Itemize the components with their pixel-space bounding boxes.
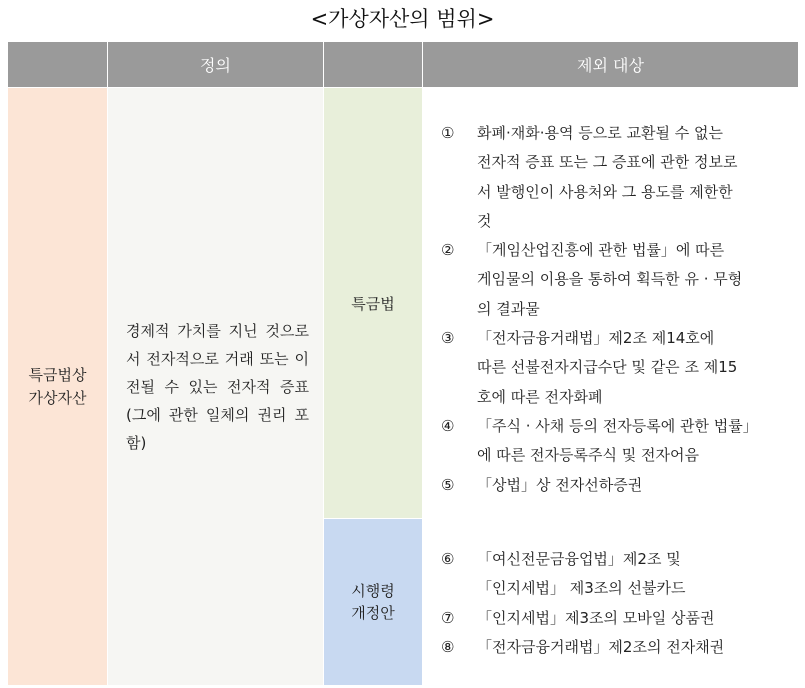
category-line-1: 특금법상 bbox=[28, 365, 87, 384]
exclusion-line: 「게임산업진흥에 관한 법률」에 따른 bbox=[477, 241, 725, 260]
exclusion-number: ④ bbox=[441, 416, 455, 435]
exclusion-item bbox=[441, 545, 798, 604]
exclusion-line: 「전자금융거래법」제2조의 전자채권 bbox=[477, 637, 725, 656]
exclusion-line: 「인지세법」 제3조의 선불카드 bbox=[477, 579, 686, 598]
exclusion-number: ⑦ bbox=[441, 608, 455, 627]
scope-table bbox=[8, 42, 798, 685]
exclusion-line: 「인지세법」제3조의 모바일 상품권 bbox=[477, 608, 715, 627]
category-cell bbox=[8, 88, 107, 685]
exclusion-item bbox=[441, 236, 798, 324]
exclusion-line: 서 발행인이 사용처와 그 용도를 제한한 bbox=[477, 182, 733, 201]
exclusion-line: 의 결과물 bbox=[477, 299, 540, 318]
definition-cell bbox=[108, 88, 323, 685]
header-law-column bbox=[324, 42, 422, 87]
category-line-2: 가상자산 bbox=[28, 388, 87, 407]
exclusion-line: 전자적 증표 또는 그 증표에 관한 정보로 bbox=[477, 153, 738, 172]
exclusion-line: 「상법」상 전자선하증권 bbox=[477, 475, 643, 494]
exclusion-item bbox=[441, 471, 798, 500]
header-exclusions: 제외 대상 bbox=[423, 42, 798, 87]
law-cell-decree bbox=[324, 519, 422, 685]
exclusion-number: ⑥ bbox=[441, 550, 455, 568]
exclusion-list-act bbox=[423, 88, 798, 518]
exclusion-item bbox=[441, 119, 798, 236]
exclusion-number: ⑧ bbox=[441, 637, 455, 656]
exclusion-list-decree bbox=[423, 519, 798, 685]
exclusion-line: 「주식 · 사채 등의 전자등록에 관한 법률」 bbox=[477, 416, 758, 435]
page-title: <가상자산의 범위> bbox=[310, 7, 495, 31]
exclusion-number: ① bbox=[441, 124, 455, 142]
exclusion-line: 따른 선불전자지급수단 및 같은 조 제15 bbox=[477, 358, 738, 377]
law-decree-line-1: 시행령 bbox=[351, 582, 395, 600]
exclusion-line: 「전자금융거래법」제2조 제14호에 bbox=[477, 329, 715, 348]
law-decree-line-2: 개정안 bbox=[351, 604, 395, 622]
header-definition: 정의 bbox=[108, 42, 323, 87]
exclusion-line: 에 따른 전자등록주식 및 전자어음 bbox=[477, 446, 699, 465]
definition-text: 경제적 가치를 지닌 것으로서 전자적으로 거래 또는 이전될 수 있는 전자적 증표(그에 관한 일체의 권리 포함) bbox=[126, 321, 309, 452]
exclusion-number: ② bbox=[441, 241, 455, 260]
law-cell-act bbox=[324, 88, 422, 518]
exclusion-number: ⑤ bbox=[441, 475, 455, 494]
header-corner-cell bbox=[8, 42, 107, 87]
exclusion-line: 화폐·재화·용역 등으로 교환될 수 없는 bbox=[477, 124, 723, 142]
exclusion-line: 「여신전문금융업법」제2조 및 bbox=[477, 550, 681, 568]
exclusion-line: 것 bbox=[477, 211, 492, 230]
exclusion-line: 게임물의 이용을 통하여 획득한 유 · 무형 bbox=[477, 270, 743, 289]
exclusion-item bbox=[441, 412, 798, 471]
exclusion-number: ③ bbox=[441, 329, 455, 348]
exclusion-item bbox=[441, 633, 798, 662]
exclusion-item bbox=[441, 604, 798, 633]
exclusion-item bbox=[441, 324, 798, 412]
law-act-label: 특금법 bbox=[351, 294, 395, 313]
exclusion-line: 호에 따른 전자화폐 bbox=[477, 387, 603, 406]
